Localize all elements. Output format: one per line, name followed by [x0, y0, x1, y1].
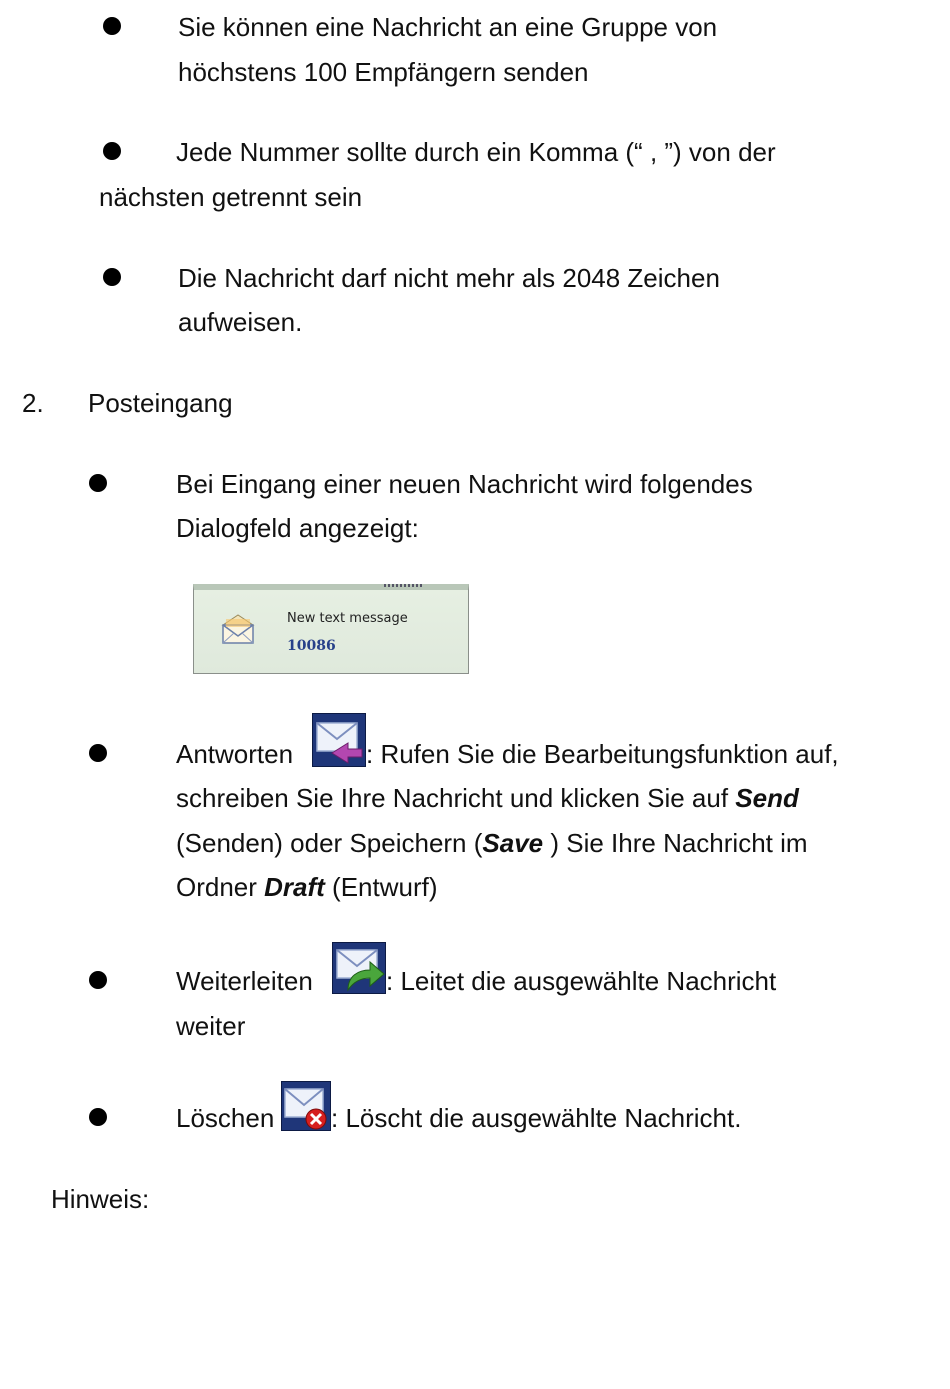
- bullet-dot: [89, 1108, 107, 1126]
- bullet-text-line: Jede Nummer sollte durch ein Komma (“ , ”) von der: [176, 137, 776, 167]
- bullet-text-line: Bei Eingang einer neuen Nachricht wird folgendes: [176, 469, 753, 499]
- section-title: Posteingang: [88, 388, 233, 418]
- reply-desc-text: ) Sie Ihre Nachricht im: [543, 828, 808, 858]
- forward-mail-icon[interactable]: [332, 942, 386, 994]
- delete-desc-line1: : Löscht die ausgewählte Nachricht.: [331, 1103, 742, 1133]
- delete-label: Löschen: [176, 1103, 275, 1133]
- reply-desc-text: (Senden) oder Speichern (: [176, 828, 483, 858]
- bullet-text-line: nächsten getrennt sein: [99, 182, 363, 212]
- bullet-text-line: Sie können eine Nachricht an eine Gruppe von: [178, 12, 718, 42]
- save-keyword: Save: [482, 828, 544, 858]
- reply-desc-text: schreiben Sie Ihre Nachricht und klicken Sie auf: [176, 783, 736, 813]
- bullet-dot: [89, 744, 107, 762]
- delete-mail-icon[interactable]: [281, 1081, 331, 1131]
- dialog-grip: [384, 584, 424, 587]
- send-keyword: Send: [735, 783, 799, 813]
- bullet-dot: [103, 268, 121, 286]
- new-message-dialog[interactable]: [193, 584, 469, 674]
- dialog-title: New text message: [287, 611, 408, 626]
- bullet-text-line: höchstens 100 Empfängern senden: [178, 57, 589, 87]
- reply-desc-line1: : Rufen Sie die Bearbeitungsfunktion auf,: [366, 739, 839, 769]
- envelope-icon: [220, 612, 256, 646]
- reply-desc-text: (Entwurf): [324, 872, 438, 902]
- forward-desc-line2: weiter: [176, 1011, 246, 1041]
- forward-desc-line1: : Leitet die ausgewählte Nachricht: [386, 966, 777, 996]
- bullet-dot: [89, 971, 107, 989]
- bullet-text-line: Dialogfeld angezeigt:: [176, 513, 419, 543]
- reply-desc-line3: [176, 821, 808, 865]
- forward-label: Weiterleiten: [176, 966, 313, 996]
- reply-desc-line2: [176, 776, 799, 820]
- bullet-text-line: aufweisen.: [178, 307, 303, 337]
- reply-label: Antworten: [176, 739, 294, 769]
- bullet-text-line: Die Nachricht darf nicht mehr als 2048 Zeichen: [178, 263, 720, 293]
- reply-mail-icon[interactable]: [312, 713, 366, 767]
- bullet-dot: [103, 142, 121, 160]
- bullet-dot: [89, 474, 107, 492]
- reply-desc-text: Ordner: [176, 872, 265, 902]
- bullet-dot: [103, 17, 121, 35]
- note-heading: Hinweis:: [51, 1184, 150, 1214]
- section-number: 2.: [22, 388, 44, 418]
- reply-desc-line4: [176, 865, 438, 909]
- draft-keyword: Draft: [264, 872, 325, 902]
- dialog-sender-number: 10086: [287, 638, 336, 654]
